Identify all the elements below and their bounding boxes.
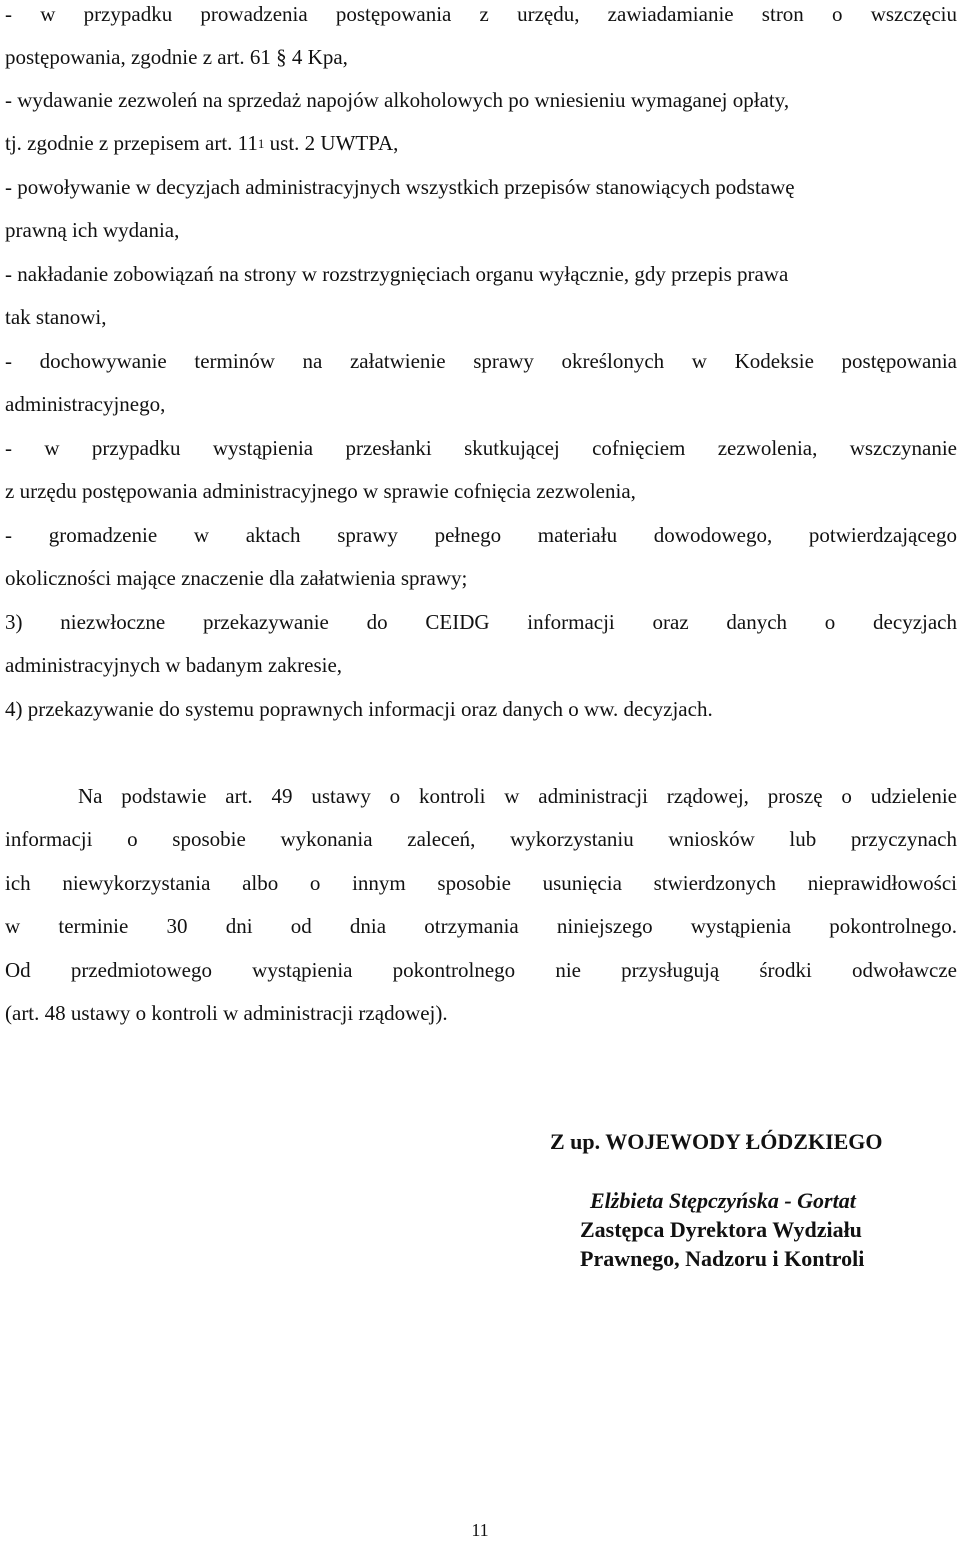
text-line: - w przypadku wystąpienia przesłanki skutkującej cofnięciem zezwolenia, wszczynanie (5, 436, 957, 460)
text-line: administracyjnego, (5, 392, 166, 416)
text-line: tj. zgodnie z przepisem art. $11^1$ ust. 2 UWTPA, (5, 131, 399, 155)
text-line: 3) niezwłoczne przekazywanie do CEIDG informacji oraz danych o decyzjach (5, 610, 957, 634)
text-line: okoliczności mające znaczenie dla załatwienia sprawy; (5, 566, 468, 590)
superscript: 1 (257, 136, 265, 151)
text-line: Od przedmiotowego wystąpienia pokontrolnego nie przysługują środki odwoławcze (5, 958, 957, 982)
text-line: informacji o sposobie wykonania zaleceń, wykorzystaniu wniosków lub przyczynach (5, 827, 957, 851)
text-line: (art. 48 ustawy o kontroli w administracji rządowej). (5, 1001, 448, 1025)
text-line: z urzędu postępowania administracyjnego w sprawie cofnięcia zezwolenia, (5, 479, 636, 503)
signature-title: Zastępca Dyrektora Wydziału (580, 1217, 862, 1242)
text-line: administracyjnych w badanym zakresie, (5, 653, 343, 677)
text-line: - nakładanie zobowiązań na strony w rozstrzygnięciach organu wyłącznie, gdy przepis prawa (5, 262, 789, 286)
text-line: postępowania, zgodnie z art. 61 § 4 Kpa, (5, 45, 348, 69)
signature-name: Elżbieta Stępczyńska - Gortat (590, 1188, 856, 1213)
text-line: tak stanowi, (5, 305, 107, 329)
page-number: 11 (471, 1520, 489, 1540)
text-line: - powoływanie w decyzjach administracyjnych wszystkich przepisów stanowiących podstawę (5, 175, 795, 199)
text-line: Na podstawie art. 49 ustawy o kontroli w administracji rządowej, proszę o udzielenie (78, 784, 957, 808)
text-line: - w przypadku prowadzenia postępowania z urzędu, zawiadamianie stron o wszczęciu (5, 2, 957, 26)
text-line: - wydawanie zezwoleń na sprzedaż napojów alkoholowych po wniesieniu wymaganej opłaty, (5, 88, 790, 112)
text-line: - dochowywanie terminów na załatwienie sprawy określonych w Kodeksie postępowania (5, 349, 957, 373)
text-line: prawną ich wydania, (5, 218, 180, 242)
text-line: 4) przekazywanie do systemu poprawnych informacji oraz danych o ww. decyzjach. (5, 697, 713, 721)
signature-authority: Z up. WOJEWODY ŁÓDZKIEGO (550, 1129, 883, 1154)
signature-title: Prawnego, Nadzoru i Kontroli (580, 1246, 865, 1271)
text-line: ich niewykorzystania albo o innym sposobie usunięcia stwierdzonych nieprawidłowości (5, 871, 957, 895)
text-line: - gromadzenie w aktach sprawy pełnego materiału dowodowego, potwierdzającego (5, 523, 957, 547)
text-line: w terminie 30 dni od dnia otrzymania niniejszego wystąpienia pokontrolnego. (5, 914, 957, 938)
